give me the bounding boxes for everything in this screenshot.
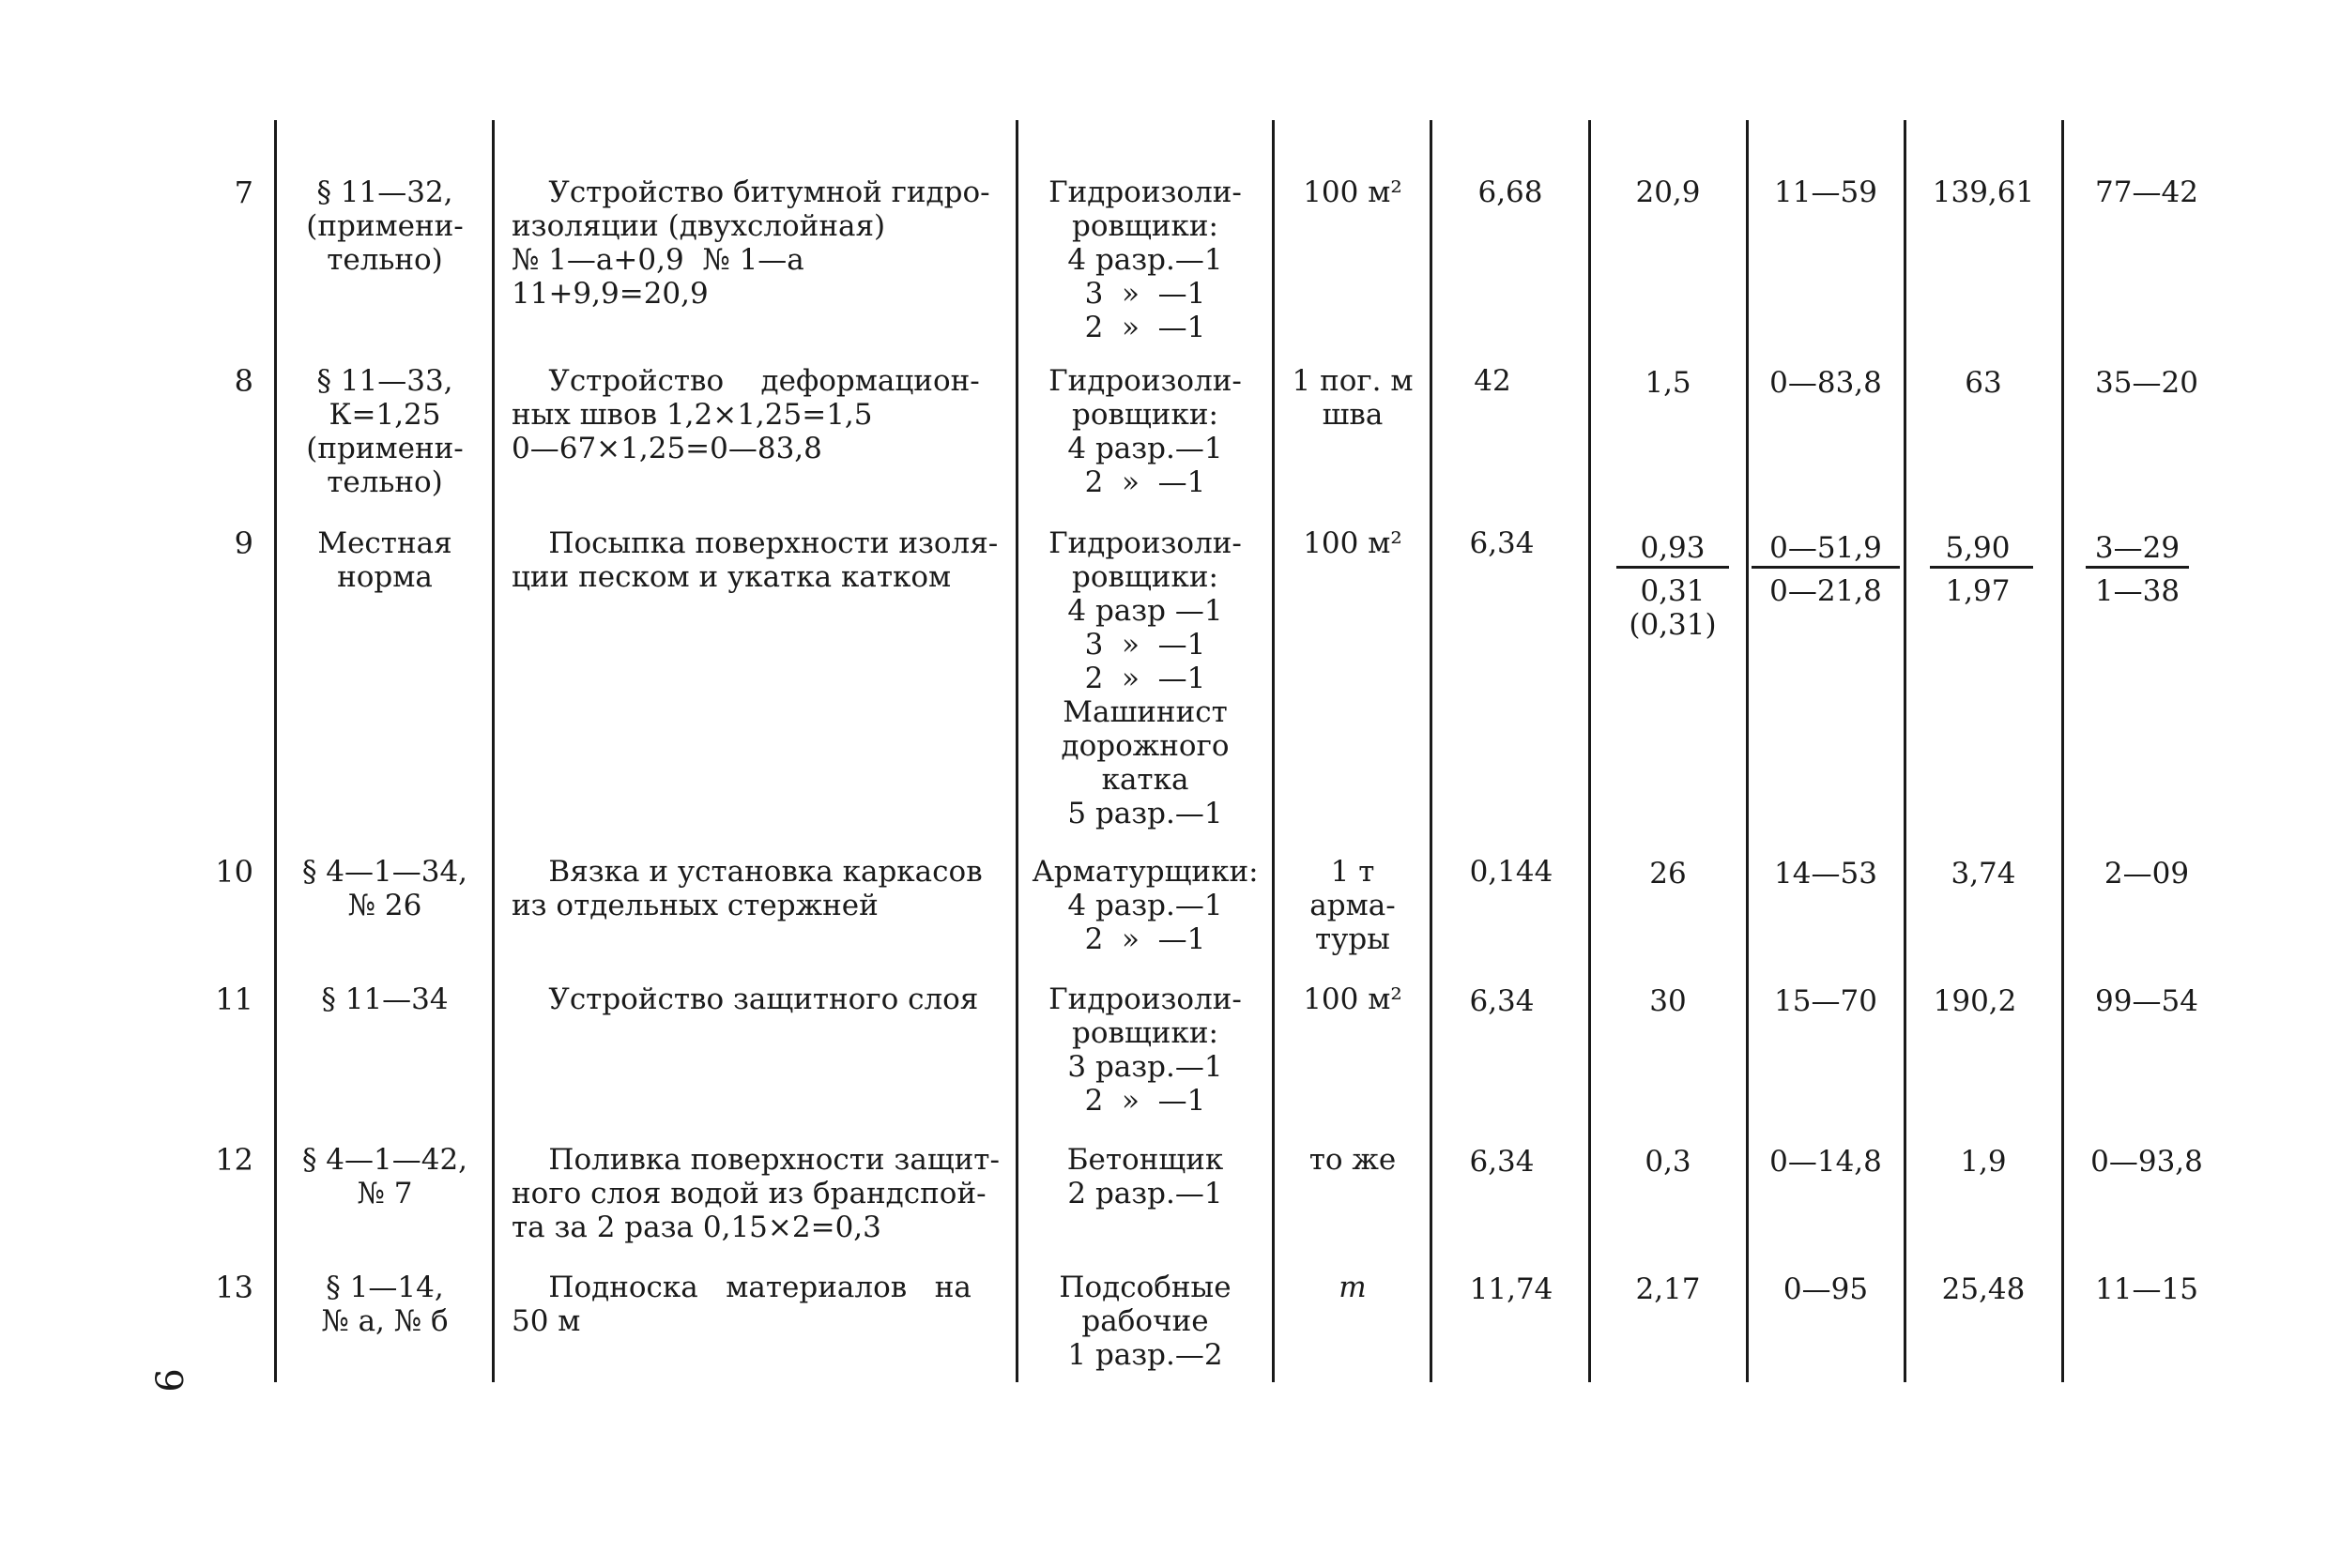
row-number: 11 <box>215 982 253 1017</box>
work-quantity: 6,34 <box>1469 526 1535 560</box>
row-number: 10 <box>215 854 253 890</box>
total-labor: 3,74 <box>1951 857 2016 891</box>
norm-reference: § 1—14, № а, № б <box>321 1271 449 1338</box>
norm-reference: Местная норма <box>317 526 452 594</box>
work-description: Посыпка поверхности изоля- ции песком и укатка катком <box>512 526 999 594</box>
crew-composition: Гидроизоли- ровщики: 4 разр.—1 2 » —1 <box>1048 364 1242 499</box>
work-quantity: 6,34 <box>1469 984 1535 1018</box>
row-number: 12 <box>215 1142 253 1178</box>
work-description: Вязка и установка каркасов из отдельных стержней <box>512 855 983 922</box>
total-cost-denominator: 1—38 <box>2094 574 2180 608</box>
work-description: Подноска материалов на 50 м <box>512 1271 972 1338</box>
norm-reference: § 4—1—34, № 26 <box>301 855 468 922</box>
norm-reference: § 11—32, (примени- тельно) <box>306 175 464 277</box>
work-quantity: 0,144 <box>1469 855 1553 889</box>
unit-of-measure: 100 м² <box>1303 526 1402 560</box>
unit-of-measure: 1 пог. м шва <box>1292 364 1414 432</box>
time-norm-denominator: 0,31 (0,31) <box>1629 574 1717 642</box>
crew-composition: Гидроизоли- ровщики: 4 разр —1 3 » —1 2 » —1 Машинист дорожного катка 5 разр.—1 <box>1048 526 1242 830</box>
column-rule <box>1588 120 1591 1382</box>
unit-of-measure: то же <box>1308 1143 1397 1177</box>
unit-rate: 0—95 <box>1783 1272 1869 1306</box>
row-number: 9 <box>234 525 253 561</box>
unit-of-measure: 1 т арма- туры <box>1309 855 1396 956</box>
total-labor: 190,2 <box>1933 984 2017 1018</box>
crew-composition: Бетонщик 2 разр.—1 <box>1066 1143 1224 1210</box>
time-norm: 26 <box>1649 857 1687 891</box>
column-rule <box>1746 120 1749 1382</box>
unit-rate-denominator: 0—21,8 <box>1769 574 1882 608</box>
fraction-bar <box>2086 566 2189 569</box>
total-cost-numerator: 3—29 <box>2094 531 2180 565</box>
column-rule <box>1272 120 1275 1382</box>
total-labor: 139,61 <box>1932 175 2035 209</box>
total-cost: 77—42 <box>2095 175 2198 209</box>
column-rule <box>1904 120 1906 1382</box>
row-number: 7 <box>234 175 253 210</box>
unit-of-measure: 100 м² <box>1303 982 1402 1016</box>
time-norm: 20,9 <box>1635 175 1701 209</box>
column-rule <box>274 120 277 1382</box>
work-quantity: 6,34 <box>1469 1145 1535 1179</box>
time-norm: 0,3 <box>1645 1145 1691 1179</box>
crew-composition: Арматурщики: 4 разр.—1 2 » —1 <box>1032 855 1259 956</box>
crew-composition: Подсобные рабочие 1 разр.—2 <box>1059 1271 1232 1372</box>
column-rule <box>492 120 495 1382</box>
norm-reference: § 11—33, К=1,25 (примени- тельно) <box>306 364 464 499</box>
unit-rate: 14—53 <box>1774 857 1877 891</box>
work-description: Поливка поверхности защит- ного слоя водой из брандспой- та за 2 раза 0,15×2=0,3 <box>512 1143 1000 1244</box>
total-cost: 0—93,8 <box>2090 1145 2203 1179</box>
total-labor: 63 <box>1965 366 2002 400</box>
time-norm: 1,5 <box>1645 366 1691 400</box>
fraction-bar <box>1930 566 2033 569</box>
total-cost: 99—54 <box>2095 984 2198 1018</box>
time-norm: 30 <box>1649 984 1687 1018</box>
time-norm: 2,17 <box>1635 1272 1701 1306</box>
fraction-bar <box>1752 566 1900 569</box>
column-rule <box>1430 120 1432 1382</box>
fraction-bar <box>1616 566 1729 569</box>
work-quantity: 6,68 <box>1477 175 1543 209</box>
total-labor-denominator: 1,97 <box>1945 574 2011 608</box>
row-number: 13 <box>215 1270 253 1305</box>
row-number: 8 <box>234 363 253 399</box>
work-quantity: 11,74 <box>1469 1272 1553 1306</box>
crew-composition: Гидроизоли- ровщики: 3 разр.—1 2 » —1 <box>1048 982 1242 1118</box>
unit-of-measure: т <box>1339 1271 1367 1304</box>
time-norm-numerator: 0,93 <box>1640 531 1706 565</box>
unit-rate-numerator: 0—51,9 <box>1769 531 1882 565</box>
crew-composition: Гидроизоли- ровщики: 4 разр.—1 3 » —1 2 » —1 <box>1048 175 1242 344</box>
unit-rate: 11—59 <box>1774 175 1877 209</box>
total-cost: 11—15 <box>2095 1272 2198 1306</box>
unit-rate: 15—70 <box>1774 984 1877 1018</box>
unit-rate: 0—83,8 <box>1769 366 1882 400</box>
total-labor: 1,9 <box>1960 1145 2007 1179</box>
unit-of-measure: 100 м² <box>1303 175 1402 209</box>
work-description: Устройство защитного слоя <box>512 982 979 1016</box>
unit-rate: 0—14,8 <box>1769 1145 1882 1179</box>
column-rule <box>2061 120 2064 1382</box>
column-rule <box>1016 120 1018 1382</box>
norm-reference: § 11—34 <box>321 982 449 1016</box>
total-cost: 35—20 <box>2095 366 2198 400</box>
norm-reference: § 4—1—42, № 7 <box>301 1143 468 1210</box>
work-quantity: 42 <box>1474 364 1511 398</box>
page-number: 9 <box>145 1368 190 1393</box>
work-description: Устройство битумной гидро- изоляции (двухслойная) № 1—а+0,9 № 1—а 11+9,9=20,9 <box>512 175 990 311</box>
total-cost: 2—09 <box>2104 857 2190 891</box>
total-labor: 25,48 <box>1941 1272 2026 1306</box>
work-description: Устройство деформацион- ных швов 1,2×1,25=1,5 0—67×1,25=0—83,8 <box>512 364 980 465</box>
total-labor-numerator: 5,90 <box>1945 531 2011 565</box>
